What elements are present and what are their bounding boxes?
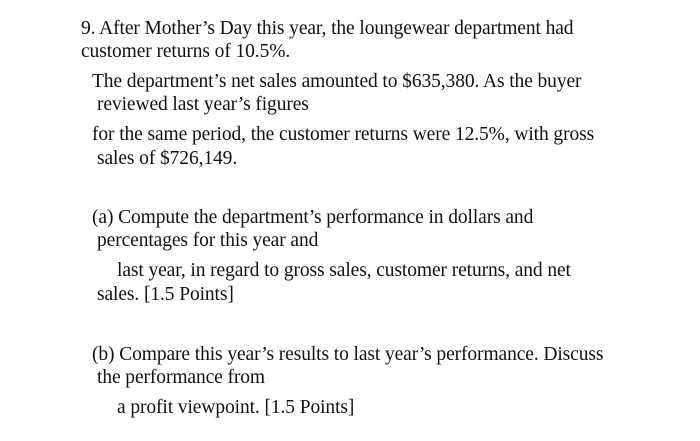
part-a-line-2: percentages for this year and: [97, 230, 319, 251]
question-line-6: sales of $726,149.: [97, 148, 238, 169]
question-line-1: 9. After Mother’s Day this year, the loungewear department had: [81, 18, 574, 39]
part-a-line-1: (a) Compute the department’s performance in dollars and: [92, 207, 534, 228]
question-line-4: reviewed last year’s figures: [97, 94, 309, 115]
question-line-3: The department’s net sales amounted to $635,380. As the buyer: [92, 71, 582, 92]
question-line-5: for the same period, the customer returns were 12.5%, with gross: [92, 124, 595, 145]
part-b-line-3: a profit viewpoint. [1.5 Points]: [117, 397, 355, 418]
part-b-line-1: (b) Compare this year’s results to last year’s performance. Discuss: [92, 344, 604, 365]
part-a-line-3: last year, in regard to gross sales, customer returns, and net: [117, 260, 571, 281]
part-a-line-4: sales. [1.5 Points]: [97, 284, 234, 305]
question-line-2: customer returns of 10.5%.: [81, 41, 291, 62]
part-b-line-2: the performance from: [97, 367, 265, 388]
